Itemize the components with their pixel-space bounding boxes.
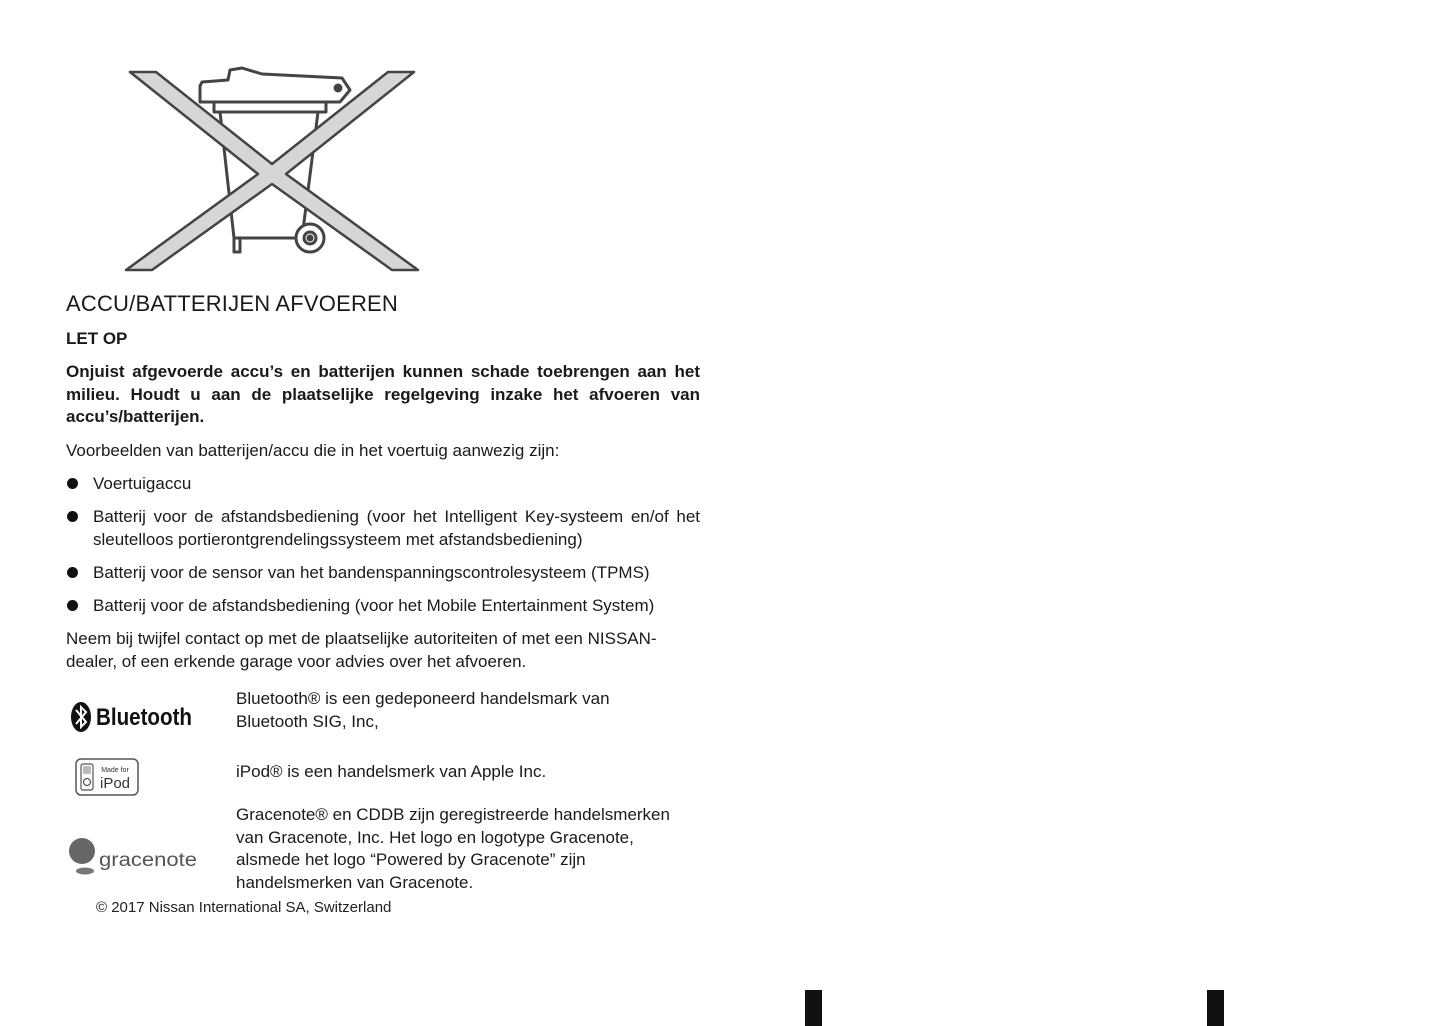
page-edge-marker (1207, 990, 1224, 1026)
ipod-trademark-text: iPod® is een handelsmerk van Apple Inc. (236, 762, 547, 781)
list-item-text: Batterij voor de afstandsbediening (voor het Intelligent Key-systeem en/of het sleutelloos portierontgrendelingssysteem met afstandsbediening) (93, 507, 700, 549)
bluetooth-logo-text: Bluetooth (96, 704, 192, 731)
crossed-out-wheelie-bin-icon (122, 60, 422, 276)
list-item (66, 562, 700, 585)
bullet-icon (67, 600, 78, 611)
list-item-text: Batterij voor de afstandsbediening (voor het Mobile Entertainment System) (93, 595, 655, 615)
list-item-text: Batterij voor de sensor van het bandenspanningscontrolesysteem (TPMS) (93, 562, 650, 582)
section-title: ACCU/BATTERIJEN AFVOEREN (66, 291, 398, 316)
bullet-icon (67, 511, 78, 522)
bluetooth-logo (70, 698, 200, 736)
bullet-icon (67, 567, 78, 578)
bluetooth-trademark-text: Bluetooth® is een gedeponeerd handelsmark van Bluetooth SIG, Inc, (236, 689, 610, 731)
ipod-logo-small-text: Made for (101, 767, 129, 774)
bullet-icon (67, 478, 78, 489)
list-item (66, 473, 700, 496)
ipod-logo-text: iPod (99, 775, 131, 792)
caution-text: Onjuist afgevoerde accu’s en batterijen kunnen schade toebrengen aan het milieu. Houdt u aan de plaatselijke regelgeving inzake het afvoeren van accu’s/batterijen. (66, 362, 700, 426)
copyright-text: © 2017 Nissan International SA, Switzerland (96, 899, 392, 916)
gracenote-logo-text: gracenote (99, 850, 197, 871)
advice-text: Neem bij twijfel contact op met de plaatselijke autoriteiten of met een NISSAN-dealer, of een erkende garage voor advies over het afvoeren. (66, 629, 657, 671)
intro-text: Voorbeelden van batterijen/accu die in het voertuig aanwezig zijn: (66, 441, 560, 460)
gracenote-logo (68, 832, 203, 878)
caution-label: LET OP (66, 329, 128, 348)
page-edge-marker (805, 990, 822, 1026)
list-item (66, 595, 700, 618)
list-item (66, 506, 700, 551)
made-for-ipod-logo (75, 758, 139, 796)
list-item-text: Voertuigaccu (93, 474, 192, 493)
gracenote-trademark-text: Gracenote® en CDDB zijn geregistreerde handelsmerken van Gracenote, Inc. Het logo en logotype Gracenote, alsmede het logo “Powered by Gracenote” zijn handelsmerken van Gracenote. (236, 805, 670, 892)
battery-list (66, 473, 700, 628)
